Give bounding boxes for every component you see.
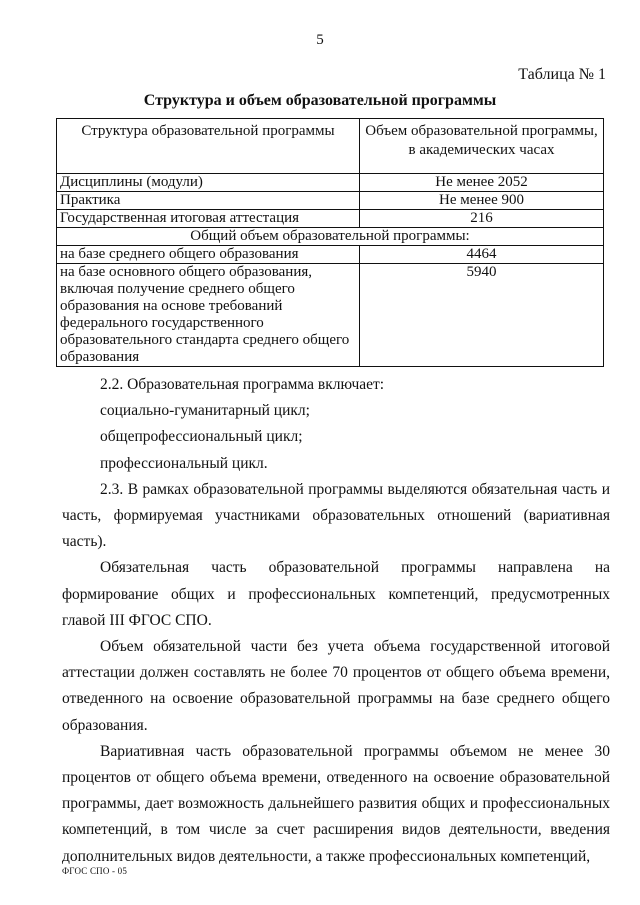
table-row [57, 264, 604, 367]
table-cell: Не менее 900 [360, 192, 604, 210]
table-header-cell: Структура образовательной программы [57, 119, 360, 174]
table-cell: 216 [360, 210, 604, 228]
table-cell: на базе среднего общего образования [57, 246, 360, 264]
table-label: Таблица № 1 [518, 66, 606, 83]
table-cell: на базе основного общего образования, включая получение среднего общего образования на основе требований федерального государственного образовательного стандарта среднего общего образования [57, 264, 360, 367]
table-cell: 4464 [360, 246, 604, 264]
table-total-row [57, 228, 604, 246]
table-total-cell: Общий объем образовательной программы: [57, 228, 604, 246]
table-cell: Дисциплины (модули) [57, 174, 360, 192]
page-number: 5 [316, 32, 324, 48]
table-row [57, 246, 604, 264]
table-header-cell: Объем образовательной программы, в академических часах [360, 119, 604, 174]
body-text [62, 372, 610, 870]
structure-table [56, 118, 604, 367]
table-row [57, 192, 604, 210]
table-header-row [57, 119, 604, 174]
paragraph: Объем обязательной части без учета объема государственной итоговой аттестации должен составлять не более 70 процентов от общего объема времени, отведенного на освоение образовательной программы на базе среднего общего образования. [62, 638, 610, 734]
paragraph: Вариативная часть образовательной программы объемом не менее 30 процентов от общего объема времени, отведенного на освоение образовательной программы, дает возможность дальнейшего развития общих и профессиональных компетенций, в том числе за счет расширения видов деятельности, введения дополнительных видов деятельности, а также профессиональных компетенций, [62, 742, 610, 865]
table-cell: Государственная итоговая аттестация [57, 210, 360, 228]
table-row [57, 174, 604, 192]
paragraph: социально-гуманитарный цикл; [100, 402, 310, 420]
table-row [57, 210, 604, 228]
paragraph: общепрофессиональный цикл; [100, 428, 303, 446]
table-cell: Практика [57, 192, 360, 210]
table-cell: 5940 [360, 264, 604, 367]
paragraph: 2.2. Образовательная программа включает: [100, 376, 385, 393]
table-title: Структура и объем образовательной программы [143, 92, 497, 109]
paragraph: 2.3. В рамках образовательной программы выделяются обязательная часть и часть, формируемая участниками образовательных отношений (вариативная часть). [62, 480, 610, 551]
paragraph: Обязательная часть образовательной программы направлена на формирование общих и профессиональных компетенций, предусмотренных главой III ФГОС СПО. [62, 559, 610, 629]
paragraph: профессиональный цикл. [100, 454, 268, 472]
footer-code: ФГОС СПО - 05 [62, 866, 128, 876]
table-cell: Не менее 2052 [360, 174, 604, 192]
